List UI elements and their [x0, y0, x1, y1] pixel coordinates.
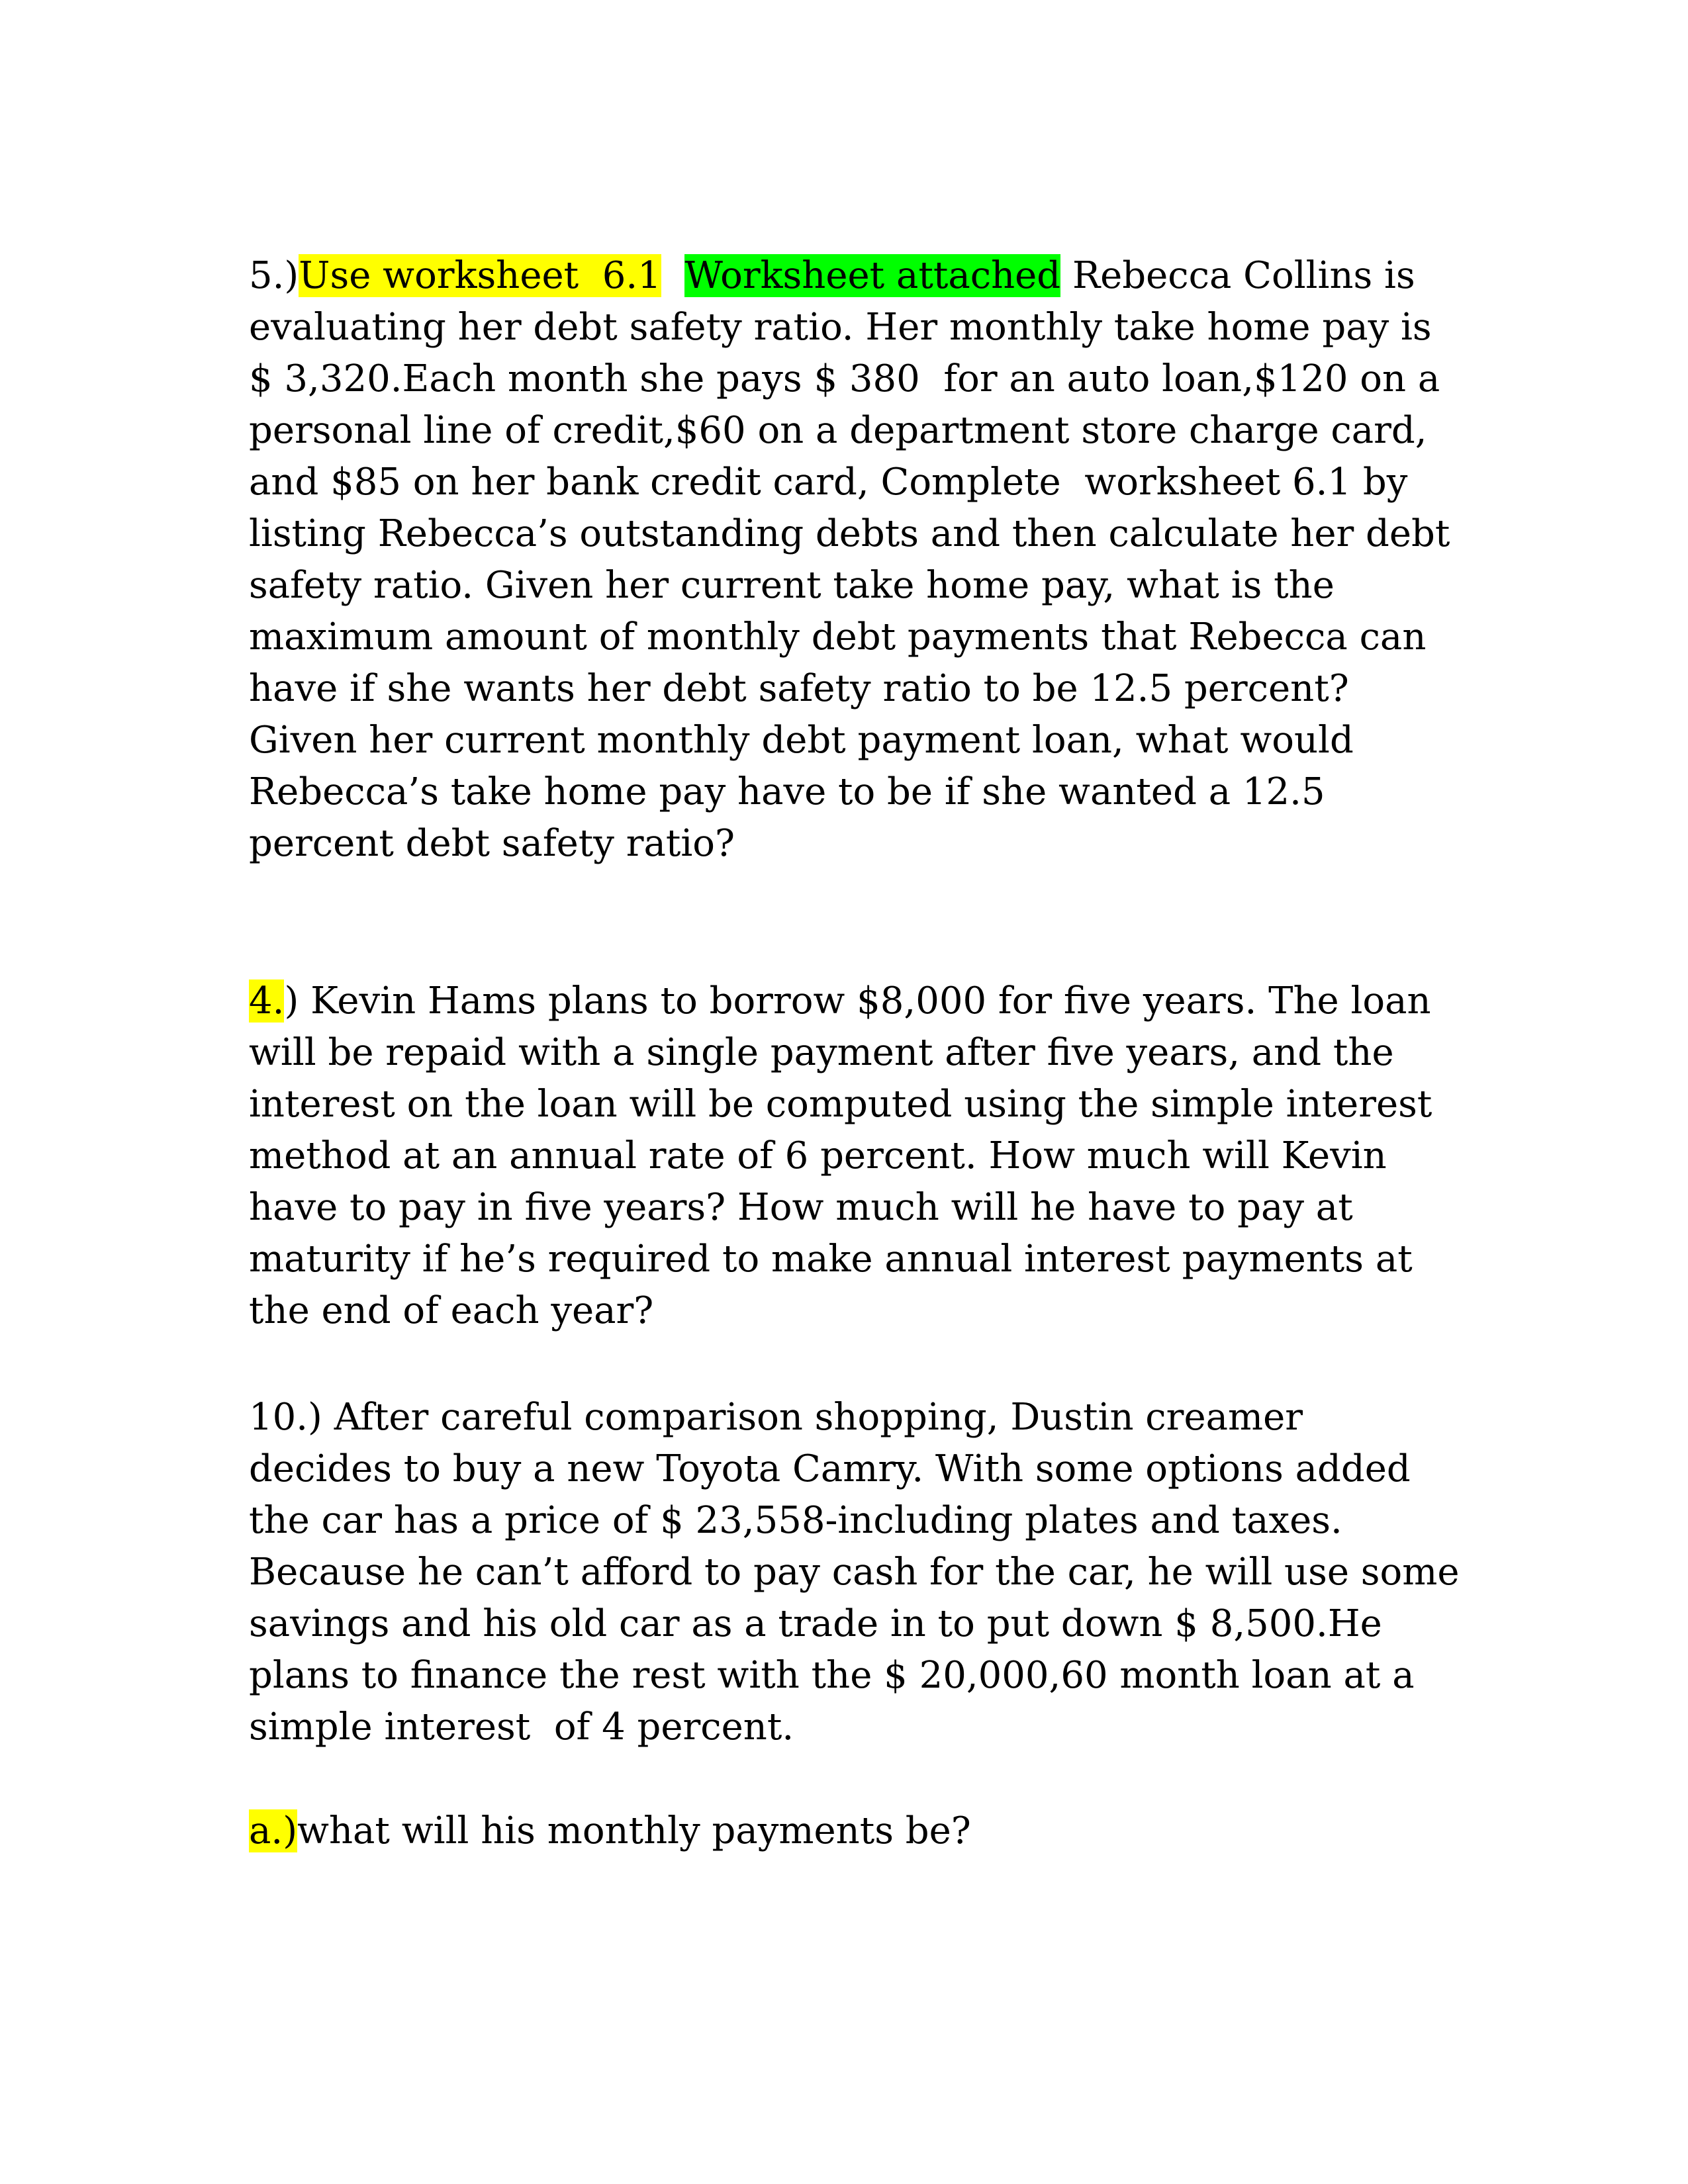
question-10-line: decides to buy a new Toyota Camry. With some options added [249, 1447, 1411, 1490]
question-5-line: $ 3,320.Each month she pays $ 380 for an auto loan,$120 on a [249, 357, 1440, 400]
question-5-line-1-rest: Rebecca Collins is [1060, 254, 1415, 297]
question-4-line: will be repaid with a single payment after five years, and the [249, 1031, 1394, 1074]
question-10-line: plans to finance the rest with the $ 20,000,60 month loan at a [249, 1654, 1415, 1697]
question-4-line: have to pay in five years? How much will he have to pay at [249, 1186, 1353, 1229]
question-5-line-1 [249, 250, 1460, 302]
question-10-line: savings and his old car as a trade in to put down $ 8,500.He [249, 1602, 1382, 1645]
question-5-line: personal line of credit,$60 on a department store charge card, [249, 409, 1427, 452]
question-5 [249, 250, 1460, 870]
question-10a-label: a.) [249, 1809, 298, 1852]
question-5-line: safety ratio. Given her current take home pay, what is the [249, 564, 1335, 607]
highlight-worksheet-attached: Worksheet attached [684, 254, 1061, 297]
question-5-line: Rebecca’s take home pay have to be if she wanted a 12.5 [249, 770, 1325, 813]
question-5-number: 5.) [249, 254, 299, 297]
question-5-line: maximum amount of monthly debt payments that Rebecca can [249, 615, 1427, 659]
question-4-line: the end of each year? [249, 1289, 654, 1332]
question-10a [249, 1805, 1460, 1857]
question-4 [249, 976, 1460, 1337]
question-5-line: percent debt safety ratio? [249, 822, 735, 865]
question-4-line: maturity if he’s required to make annual interest payments at [249, 1238, 1413, 1281]
question-10 [249, 1392, 1460, 1753]
question-5-line: and $85 on her bank credit card, Complete worksheet 6.1 by [249, 461, 1408, 504]
question-10a-line [249, 1805, 1460, 1857]
question-5-line: have if she wants her debt safety ratio to be 12.5 percent? [249, 667, 1349, 710]
question-5-line: Given her current monthly debt payment loan, what would [249, 719, 1354, 762]
question-10-line: Because he can’t afford to pay cash for the car, he will use some [249, 1551, 1460, 1594]
question-4-line-1-rest: ) Kevin Hams plans to borrow $8,000 for five years. The loan [284, 979, 1431, 1023]
question-10-line: the car has a price of $ 23,558-including plates and taxes. [249, 1499, 1342, 1542]
question-4-line-1 [249, 976, 1460, 1027]
question-10-line: simple interest of 4 percent. [249, 1706, 794, 1749]
question-10-line: 10.) After careful comparison shopping, Dustin creamer [249, 1396, 1303, 1439]
question-4-number: 4. [249, 979, 285, 1023]
question-5-line: listing Rebecca’s outstanding debts and then calculate her debt [249, 512, 1450, 555]
highlight-use-worksheet: Use worksheet 6.1 [299, 254, 661, 297]
question-4-line: interest on the loan will be computed using the simple interest [249, 1083, 1432, 1126]
question-5-line: evaluating her debt safety ratio. Her monthly take home pay is [249, 306, 1432, 349]
question-4-line: method at an annual rate of 6 percent. How much will Kevin [249, 1134, 1387, 1177]
question-10a-text: what will his monthly payments be? [297, 1809, 971, 1852]
